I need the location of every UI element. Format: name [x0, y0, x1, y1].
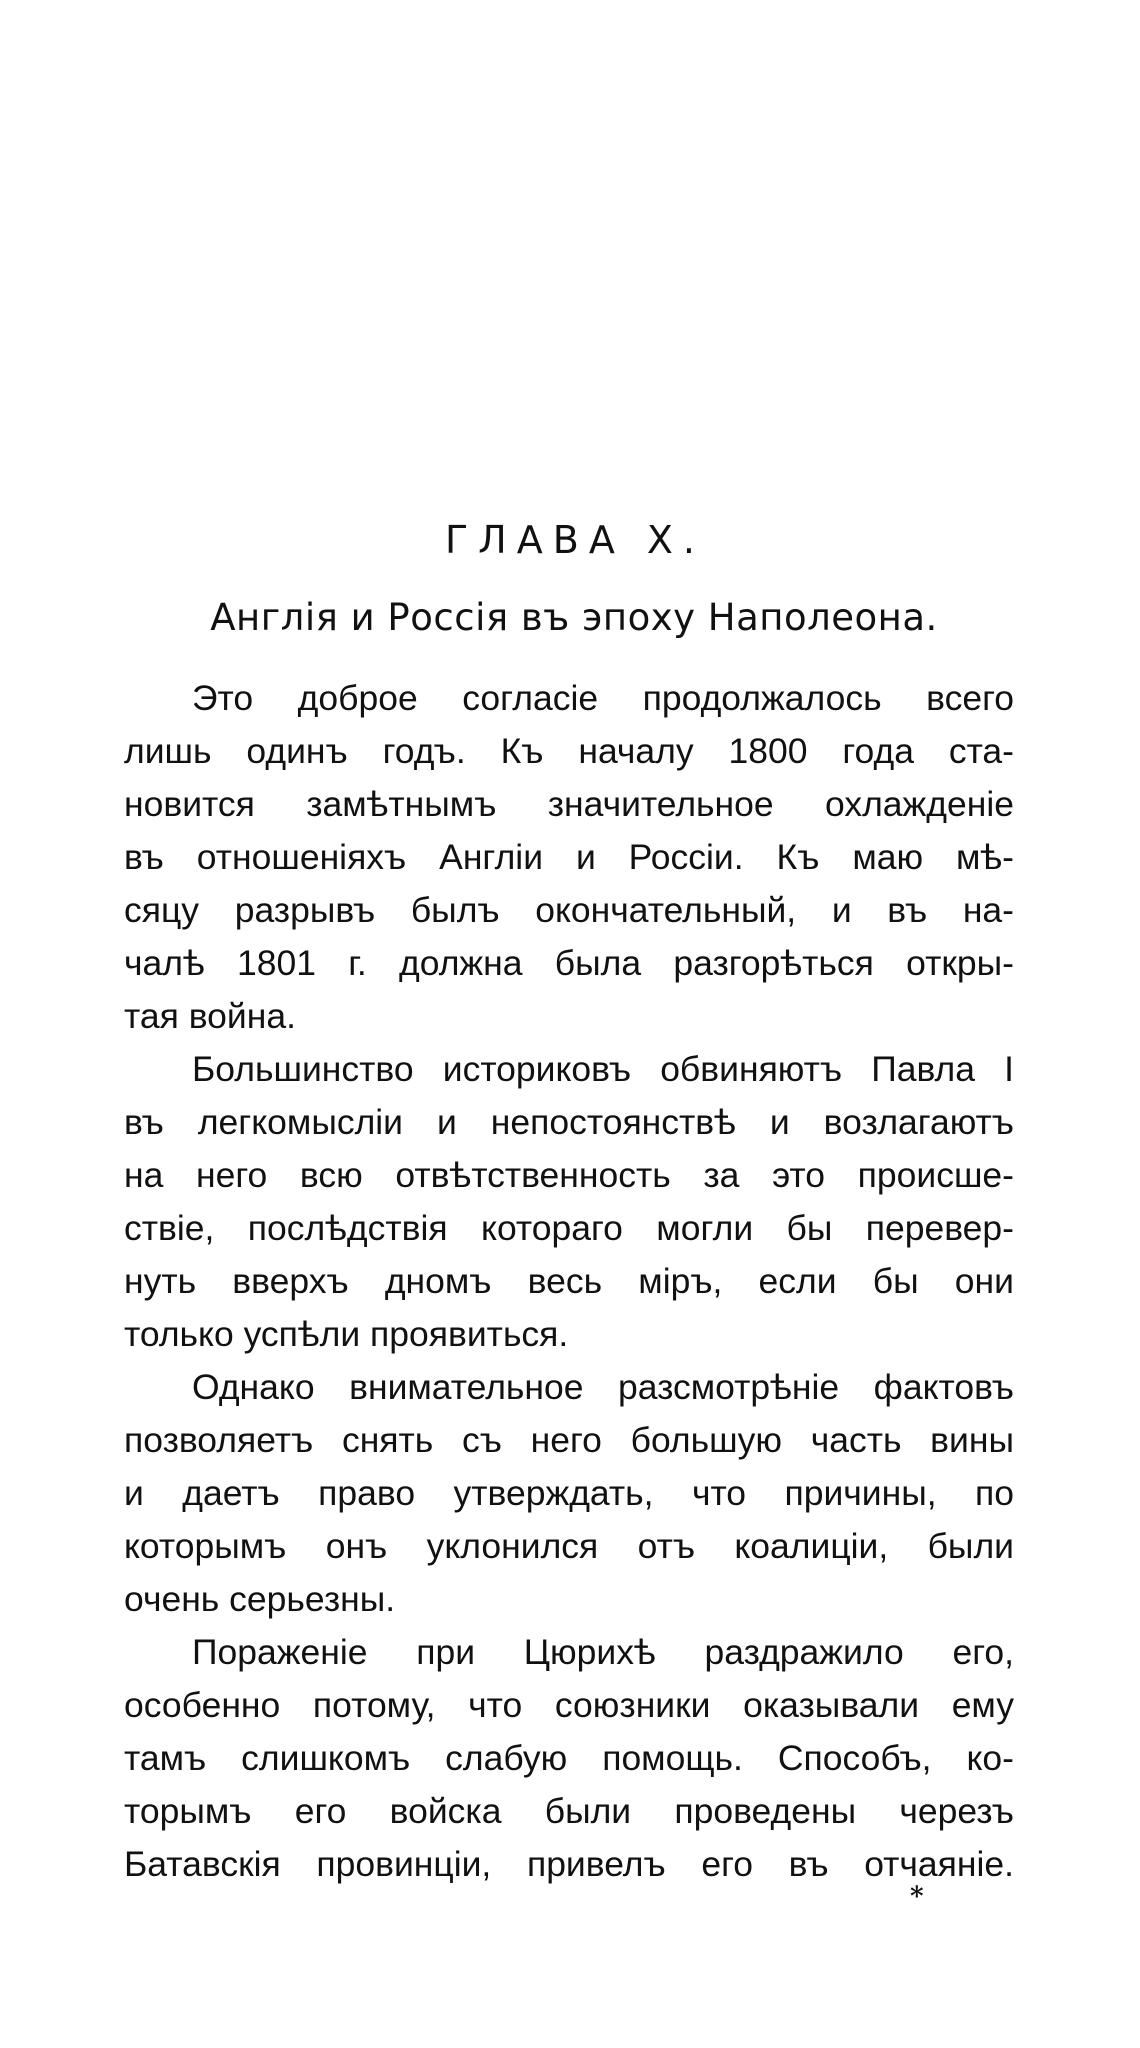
text-line: новится замѣтнымъ значительное охлажденіе [124, 784, 1014, 824]
text-line: позволяетъ снять съ него большую часть вины [124, 1420, 1014, 1460]
text-line: тамъ слишкомъ слабую помощь. Способъ, ко- [124, 1738, 1014, 1778]
text-line: только успѣли проявиться. [124, 1314, 569, 1354]
text-line: Батавскія провинціи, привелъ его въ отчаяніе. [124, 1844, 1014, 1884]
text-line: въ легкомысліи и непостоянствѣ и возлагаютъ [124, 1102, 1014, 1142]
body-text [124, 672, 1014, 1891]
text-line: Пораженіе при Цюрихѣ раздражило его, [192, 1632, 1014, 1672]
text-line: чалѣ 1801 г. должна была разгорѣться откры- [124, 943, 1014, 983]
text-line: на него всю отвѣтственность за это происше- [124, 1155, 1014, 1195]
signature-mark: * [910, 1882, 924, 1912]
text-line: которымъ онъ уклонился отъ коалиціи, были [124, 1526, 1014, 1566]
text-line: и даетъ право утверждать, что причины, по [124, 1473, 1014, 1513]
chapter-heading: ГЛАВА X. [445, 518, 705, 562]
paragraph-2 [124, 1043, 1014, 1361]
text-line: лишь одинъ годъ. Къ началу 1800 года ста- [124, 731, 1014, 771]
text-line: сяцу разрывъ былъ окончательный, и въ на- [124, 890, 1014, 930]
paragraph-1 [124, 672, 1014, 1043]
paragraph-4 [124, 1626, 1014, 1891]
text-line: очень серьезны. [124, 1579, 396, 1619]
text-line: нуть вверхъ дномъ весь міръ, если бы они [124, 1261, 1014, 1301]
text-line: въ отношеніяхъ Англіи и Россіи. Къ маю мѣ- [124, 837, 1014, 877]
text-line: ствіе, послѣдствія котораго могли бы перевер- [124, 1208, 1014, 1248]
text-line: Однако внимательное разсмотрѣніе фактовъ [192, 1367, 1014, 1407]
text-line: тая война. [124, 996, 296, 1036]
text-line: торымъ его войска были проведены черезъ [124, 1791, 1014, 1831]
text-line: Большинство историковъ обвиняютъ Павла I [192, 1049, 1014, 1089]
chapter-title: Англія и Россія въ эпоху Наполеона. [210, 596, 938, 639]
text-line: Это доброе согласіе продолжалось всего [192, 678, 1014, 718]
paragraph-3 [124, 1361, 1014, 1626]
text-line: особенно потому, что союзники оказывали ему [124, 1685, 1014, 1725]
